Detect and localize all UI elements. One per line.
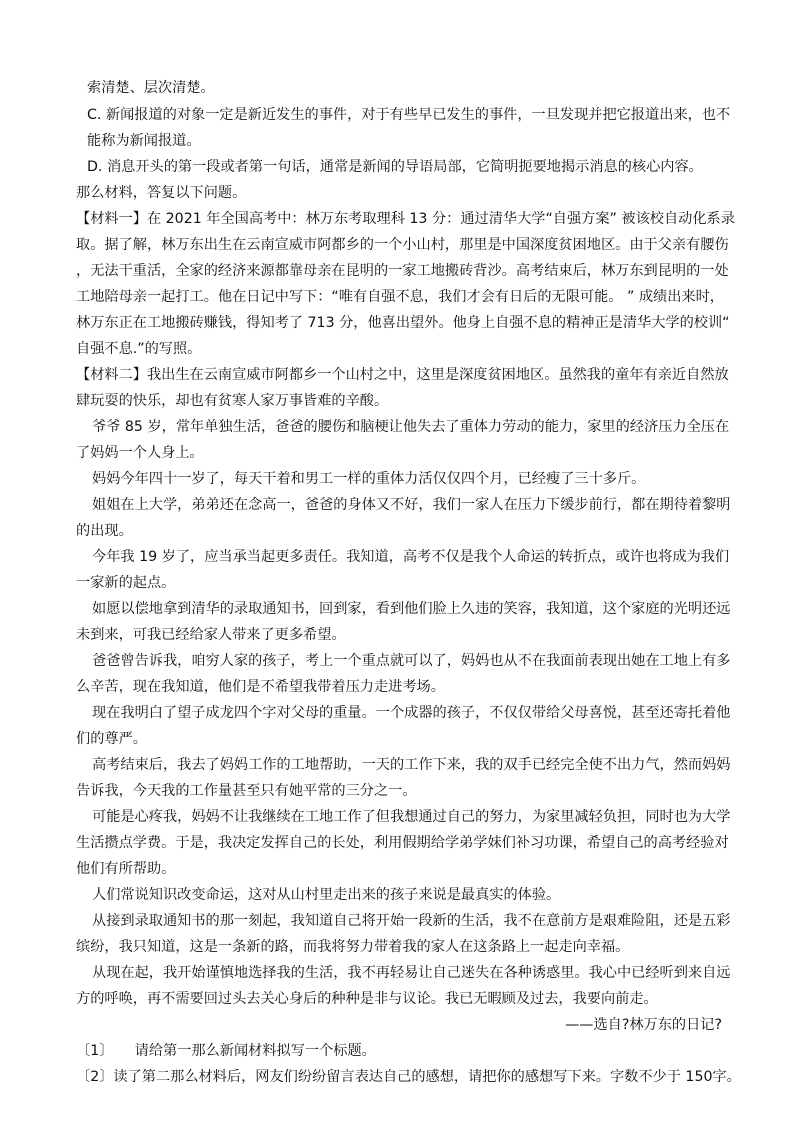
material-two-line: 现在我明白了望子成龙四个字对父母的重量。一个成器的孩子，不仅仅带给父母喜悦，甚至还寄托着他 — [92, 705, 731, 721]
material-two-line: 的出现。 — [76, 523, 133, 539]
material-one-line: ，无法干重活，全家的经济来源都靠母亲在昆明的一家工地搬砖背沙。高考结束后，林万东到昆明的一处 — [76, 263, 729, 279]
material-two-line: 今年我 19 岁了，应当承当起更多责任。我知道，高考不仅是我个人命运的转折点，或许也将成为我们 — [92, 549, 730, 565]
question-1: 〔1〕 请给第一那么新闻材料拟写一个标题。 — [76, 1043, 376, 1059]
option-c-continuation: 能称为新闻报道。 — [87, 133, 201, 149]
material-two-line: 人们常说知识改变命运，这对从山村里走出来的孩子来说是最真实的体验。 — [92, 887, 561, 903]
material-one-line: 林万东正在工地搬砖赚钱，得知考了 713 分，他喜出望外。他身上自强不息的精神正是清华大学的校训“ — [76, 315, 730, 331]
material-two-line: 生活攒点学费。于是，我决定发挥自己的长处，利用假期给学弟学妹们补习功课，希望自己的高考经验对 — [76, 835, 729, 851]
material-two-line: 从接到录取通知书的那一刻起，我知道自己将开始一段新的生活，我不在意前方是艰难险阻，还是五彩 — [92, 913, 731, 929]
material-one-line: 取。据了解，林万东出生在云南宣威市阿都乡的一个小山村，那里是中国深度贫困地区。由于父亲有腰伤 — [76, 237, 729, 253]
material-two-line: 他们有所帮助。 — [76, 861, 176, 877]
option-b-continuation: 索清楚、层次清楚。 — [87, 80, 215, 96]
material-two-line: 爸爸曾告诉我，咱穷人家的孩子，考上一个重点就可以了，妈妈也从不在我面前表现出她在工地上有多 — [92, 653, 731, 669]
material-one-line: 【材料一】在 2021 年全国高考中：林万东考取理科 13 分：通过清华大学“自强方案” 被该校自动化系录 — [76, 211, 735, 227]
material-two-line: 妈妈今年四十一岁了，每天干着和男工一样的重体力活仅仅四个月，已经瘦了三十多斤。 — [92, 471, 646, 487]
material-one-line: 工地陪母亲一起打工。他在日记中写下：“唯有自强不息，我们才会有日后的无限可能。 ” 成绩出来时， — [76, 289, 724, 305]
material-two-line: 如愿以偿地拿到清华的录取通知书，回到家，看到他们脸上久违的笑容，我知道，这个家庭的光明还远 — [92, 601, 731, 617]
material-one-line: 自强不息.”的写照。 — [76, 341, 202, 357]
material-two-line: 高考结束后，我去了妈妈工作的工地帮助，一天的工作下来，我的双手已经完全使不出力气，然而妈妈 — [92, 757, 731, 773]
material-two-line: 了妈妈一个人身上。 — [76, 445, 204, 461]
material-two-line: 一家新的起点。 — [76, 575, 176, 591]
material-two-line: 从现在起，我开始谨慎地选择我的生活，我不再轻易让自己迷失在各种诱惑里。我心中已经听到来自远 — [92, 965, 731, 981]
material-two-line: 爷爷 85 岁，常年单独生活，爸爸的腰伤和脑梗让他失去了重体力劳动的能力，家里的经济压力全压在 — [92, 419, 730, 435]
material-two-line: 可能是心疼我，妈妈不让我继续在工地工作了但我想通过自己的努力，为家里减轻负担，同时也为大学 — [92, 809, 731, 825]
material-two-line: 【材料二】我出生在云南宣威市阿都乡一个山村之中，这里是深度贫困地区。虽然我的童年有亲近自然放 — [76, 367, 729, 383]
reading-instruction: 那么材料，答复以下问题。 — [76, 185, 247, 201]
option-c: C. 新闻报道的对象一定是新近发生的事件，对于有些早已发生的事件，一旦发现并把它报道出来，也不 — [87, 107, 731, 123]
option-d: D. 消息开头的第一段或者第一句话，通常是新闻的导语局部，它简明扼要地揭示消息的核心内容。 — [87, 159, 703, 175]
question-2: 〔2〕读了第二那么材料后，网友们纷纷留言表达自己的感想，请把你的感想写下来。字数不少于 150字。 — [76, 1069, 741, 1085]
material-two-line: 告诉我，今天我的工作量甚至只有她平常的三分之一。 — [76, 783, 417, 799]
material-two-line: 们的尊严。 — [76, 731, 147, 747]
source-attribution: ——选自?林万东的日记? — [565, 1017, 722, 1033]
material-two-line: 姐姐在上大学，弟弟还在念高一，爸爸的身体又不好，我们一家人在压力下缓步前行，都在期待着黎明 — [92, 497, 731, 513]
material-two-line: 么辛苦，现在我知道，他们是不希望我带着压力走进考场。 — [76, 679, 445, 695]
material-two-line: 缤纷，我只知道，这是一条新的路，而我将努力带着我的家人在这条路上一起走向幸福。 — [76, 939, 630, 955]
material-two-line: 方的呼唤，再不需要回过头去关心身后的种种是非与议论。我已无暇顾及过去，我要向前走。 — [76, 991, 658, 1007]
material-two-line: 未到来，可我已经给家人带来了更多希望。 — [76, 627, 346, 643]
material-two-line: 肆玩耍的快乐，却也有贫寒人家万事皆难的辛酸。 — [76, 393, 389, 409]
